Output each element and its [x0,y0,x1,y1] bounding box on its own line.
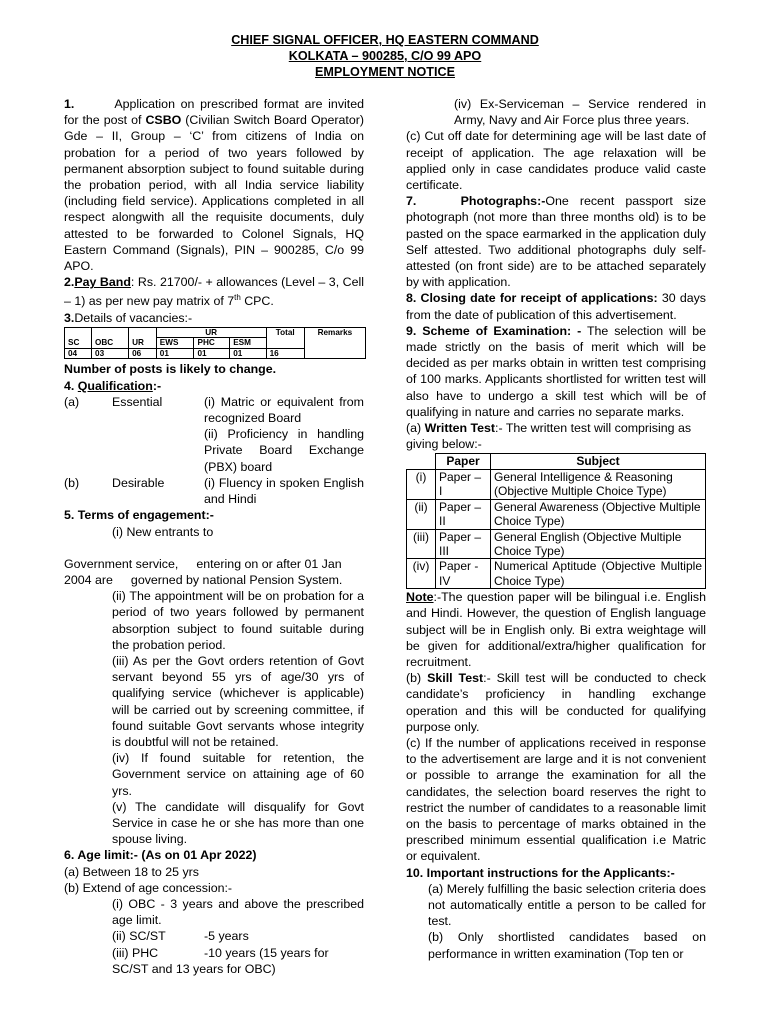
age-esm: (iv) Ex-Serviceman – Service rendered in Army, Navy and Air Force plus three years. [454,97,706,128]
para-1-text-c: (Civilian Switch Board Operator) Gde – II, Group – ‘C’ from citizens of India on probation for a period of two years followed by permanent absorption subject to found suitable during the probation period, with all India service liability (including field service). Applications completed in all respect alongwith all the requisite documents, duly attested to be forwarded to Colonel Signals, HQ Eastern Command (Signals), PIN – 900285, C/o 99 APO. [64,113,364,274]
exam-h-blank [407,454,436,469]
qual-a-type: Essential [112,394,163,409]
exam-row-paper: Paper – III [436,529,491,559]
vac-h-esm: ESM [230,338,266,349]
exam-row-number: (iv) [407,559,436,589]
exam-row-paper: Paper - IV [436,559,491,589]
qual-a-details [204,394,364,475]
instructions-heading: 10. Important instructions for the Applicants:- [406,865,675,880]
exam-row-subject: General English (Objective Multiple Choice Type) [491,529,706,559]
para-3-vacancies [64,310,364,326]
exam-row-subject: General Intelligence & Reasoning (Objective Multiple Choice Type) [491,469,706,499]
photo-heading: 7. Photographs:- [406,194,546,209]
cutoff-date: (c) Cut off date for determining age will be last date of receipt of application. The age relaxation will be applied only in case candidates produce valid caste certificate. [406,129,706,193]
vac-v-sc: 04 [65,348,92,359]
terms-gov-line-1 [64,556,364,572]
note-label: Note [406,590,434,605]
vac-h-obc: OBC [92,327,129,348]
para-1-number: 1. [64,97,75,111]
vac-h-total: Total [266,327,304,348]
pay-number: 2. [64,275,75,290]
terms-gov-line-2 [64,572,364,588]
qual-number: 4. [64,378,78,393]
skill-marker: (b) [406,671,428,686]
qual-a-text-2: (ii) Proficiency in handling Private Board Exchange (PBX) board [204,427,364,474]
vac-h-phc: PHC [194,338,230,349]
instruction-b: (b) Only shortlisted candidates based on performance in written examination (Top ten or [428,930,706,961]
exam-row [407,559,706,589]
para-9-scheme [406,323,706,420]
vacancies-table [64,327,366,360]
terms-gov-c: 2004 are [64,572,113,587]
header-line-2: KOLKATA – 900285, C/O 99 APO [288,49,482,63]
vac-h-sc: SC [65,327,92,348]
qual-colon: :- [152,378,162,393]
age-b: (b) Extend of age concession:- [64,880,233,895]
para-8-closing-date [406,290,706,322]
scheme-heading: 9. Scheme of Examination: - [406,323,582,338]
closing-text: 30 days from the date of publication of this advertisement. [406,291,706,322]
pay-sup: th [234,293,241,303]
age-heading: 6. Age limit:- (As on 01 Apr 2022) [64,848,257,863]
written-label: Written Test [424,421,496,436]
terms-v: (v) The candidate will disqualify for Govt Service in case he or she has more than one spouse living. [112,799,364,847]
note-text: :-The question paper will be bilingual i.e. English and Hindi. However, the question of English language subject will be in English only. Bi extra weightage will be given for additional/extra/higher qualification for recruitment. [406,590,706,669]
header-line-1: CHIEF SIGNAL OFFICER, HQ EASTERN COMMAND [231,33,539,47]
written-text: :- The written test will comprising as giving below:- [406,421,692,452]
skill-text: :- Skill test will be conducted to check candidate’s proficiency in handling exchange operation and this will be conducted for qualifying purpose only. [406,671,706,734]
header-line-3: EMPLOYMENT NOTICE [315,65,455,79]
exam-row [407,529,706,559]
terms-gov-d: governed by national Pension System. [130,572,343,587]
qual-b-text: (i) Fluency in spoken English and Hindi [204,475,364,507]
skill-test [406,670,706,735]
post-name: CSBO [145,113,182,128]
age-ii-label: (ii) SC/ST [112,929,166,944]
exam-row-paper: Paper – I [436,469,491,499]
vac-v-total: 16 [266,348,304,359]
pay-band-text: : Rs. 21700/- + allowances (Level – 3, Cell – 1) as per new pay matrix of 7 [64,275,365,309]
vac-v-phc: 01 [194,348,230,359]
posts-change-note: Number of posts is likely to change. [64,362,277,377]
para-1-text-a: Application on prescribed format are invited for the post of [64,97,364,128]
terms-gov-a: Government service, [64,556,179,571]
qual-b-marker: (b) [64,475,80,490]
vac-v-ur: 06 [129,348,157,359]
age-iii-value: -10 years (15 years for SC/ST and 13 years for OBC) [112,945,329,976]
exam-row-number: (iii) [407,529,436,559]
qual-label: Qualification [77,378,153,393]
exam-row [407,469,706,499]
age-ii-value: -5 years [204,929,249,944]
vac-v-obc: 03 [92,348,129,359]
left-column [64,96,364,977]
written-marker: (a) [406,421,425,436]
pay-band-label: Pay Band [74,275,131,290]
exam-row-subject: General Awareness (Objective Multiple Choice Type) [491,499,706,529]
scheme-text: The selection will be made strictly on the basis of merit which will be decided as per marks obtain in written test comprising of 100 marks. Applicants shortlisted for written test will also have to undergo a skill test which will be of qualifying in nature and carries no separate marks. [406,323,706,419]
qualification-heading [64,378,364,394]
vac-h-ur-group: UR [156,327,266,338]
para-7-photographs [406,193,706,290]
vac-h-ur: UR [129,327,157,348]
age-a: (a) Between 18 to 25 yrs [64,864,199,879]
terms-gov-b: entering on or after 01 Jan [196,556,342,571]
instruction-a: (a) Merely fulfilling the basic selection criteria does not automatically entitle a person to be called for test. [428,881,706,929]
exam-note [406,589,706,670]
exam-h-paper: Paper [436,454,491,469]
qual-b-type: Desirable [112,475,165,490]
age-iii-label: (iii) PHC [112,945,159,960]
exam-row-subject: Numerical Aptitude (Objective Multiple Choice Type) [491,559,706,589]
vac-h-ews: EWS [156,338,194,349]
qualification-desirable [64,475,364,507]
qual-a-text-1: (i) Matric or equivalent from recognized Board [204,394,364,426]
exam-row [407,499,706,529]
terms-ii: (ii) The appointment will be on probation for a period of two years followed by permanent absorption subject to found suitable during the probation period. [112,589,364,652]
vac-v-ews: 01 [156,348,194,359]
age-ii [64,928,364,944]
written-test [406,420,706,452]
age-iii [64,945,364,977]
photo-text: One recent passport size photograph (not more than three months old) is to be pasted on the space earmarked in the application duly Self attested. Two additional photographs duly self-attested (on front side) are to be attached separately by with application. [406,194,706,290]
terms-iii: (iii) As per the Govt orders retention of Govt servant beyond 55 yrs of age/30 yrs of qualifying service (whichever is applicable) will be carried out by screening committee, if found suitable Govt servants whose integrity is doubtful will not be retained. [112,653,364,749]
terms-heading: 5. Terms of engagement:- [64,508,214,523]
para-1-application [64,96,364,274]
qual-a-marker: (a) [64,394,80,409]
exam-h-subject: Subject [491,454,706,469]
exam-row-number: (ii) [407,499,436,529]
exam-header-row [407,454,706,469]
para-9-c: (c) If the number of applications received in response to the advertisement are large and it is not convenient or possible to arrange the examination for all the candidates, the selection board reserves the right to restrict the number of candidates to a reasonable limit on the basis to percentage of marks obtained in the prescribed minimum essential qualification i.e Matric or equivalent. [406,735,706,864]
terms-iv: (iv) If found suitable for retention, the Government service on attaining age of 60 yrs. [112,751,364,798]
pay-end: CPC. [240,294,274,309]
vac-number: 3. [64,310,75,325]
para-2-pay-band [64,274,364,310]
vac-h-remarks: Remarks [304,327,365,359]
qualification-essential [64,394,364,475]
vac-label: Details of vacancies:- [74,310,193,325]
exam-row-number: (i) [407,469,436,499]
exam-row-paper: Paper – II [436,499,491,529]
exam-table [406,453,706,589]
skill-label: Skill Test [427,671,484,686]
age-i: (i) OBC - 3 years and above the prescribed age limit. [112,896,364,928]
vac-v-esm: 01 [230,348,266,359]
terms-i: (i) New entrants to [112,524,214,539]
closing-heading: 8. Closing date for receipt of applications: [406,291,658,306]
notice-header [0,32,770,80]
right-column [406,96,706,962]
